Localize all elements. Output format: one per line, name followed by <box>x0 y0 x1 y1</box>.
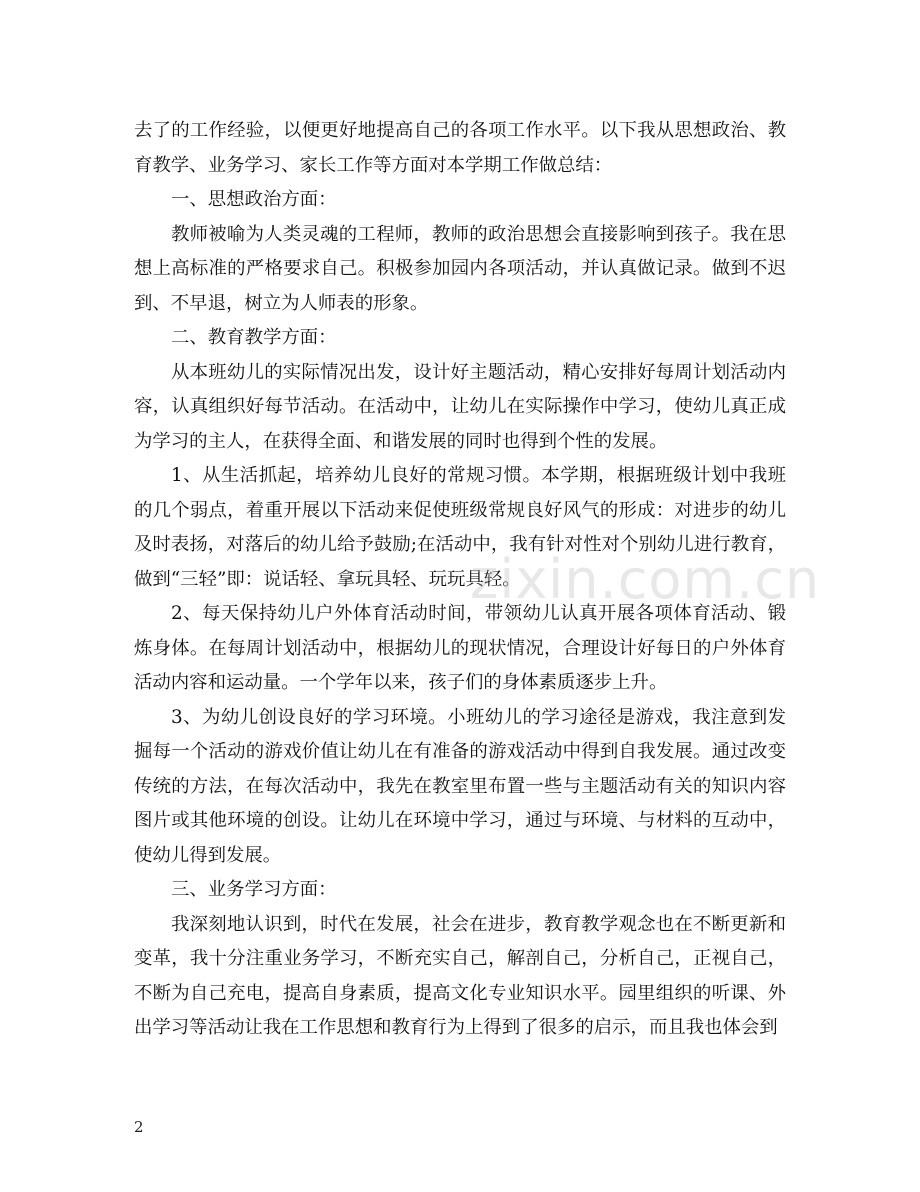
paragraph-teaching-item-3: 3、为幼儿创设良好的学习环境。小班幼儿的学习途径是游戏，我注意到发掘每一个活动的游戏价值让幼儿在有准备的游戏活动中得到自我发展。通过改变传统的方法，在每次活动中，我先在教室里布置一些与主题活动有关的知识内容图片或其他环境的创设。让幼儿在环境中学习，通过与环境、与材料的互动中，使幼儿得到发展。 <box>134 706 786 866</box>
paragraph-politics: 教师被喻为人类灵魂的工程师，教师的政治思想会直接影响到孩子。我在思想上高标准的严格要求自己。积极参加园内各项活动，并认真做记录。做到不迟到、不早退，树立为人师表的形象。 <box>134 223 786 314</box>
paragraph-1: 去了的工作经验，以便更好地提高自己的各项工作水平。以下我从思想政治、教育教学、业务学习、家长工作等方面对本学期工作做总结： <box>134 120 786 176</box>
paragraph-teaching: 从本班幼儿的实际情况出发，设计好主题活动，精心安排好每周计划活动内容，认真组织好每节活动。在活动中，让幼儿在实际操作中学习，使幼儿真正成为学习的主人，在获得全面、和谐发展的同时也得到个性的发展。 <box>134 361 786 452</box>
paragraph-teaching-item-1: 1、从生活抓起，培养幼儿良好的常规习惯。本学期，根据班级计划中我班的几个弱点，着重开展以下活动来促使班级常规良好风气的形成：对进步的幼儿及时表扬，对落后的幼儿给予鼓励;在活动中，我有针对性对个别幼儿进行教育，做到“三轻”即：说话轻、拿玩具轻、玩玩具轻。 <box>134 465 786 590</box>
paragraph-study: 我深刻地认识到，时代在发展，社会在进步，教育教学观念也在不断更新和变革，我十分注重业务学习，不断充实自己，解剖自己，分析自己，正视自己，不断为自己充电，提高自身素质，提高文化专业知识水平。园里组织的听课、外出学习等活动让我在工作思想和教育行为上得到了很多的启示，而且我也体会到 <box>134 913 786 1038</box>
section-heading-politics: 一、思想政治方面： <box>171 189 337 210</box>
document-body <box>134 114 786 1046</box>
section-heading-teaching: 二、教育教学方面： <box>171 327 337 348</box>
watermark: zixin.com.cn <box>470 548 821 611</box>
paragraph-teaching-item-2: 2、每天保持幼儿户外体育活动时间，带领幼儿认真开展各项体育活动、锻炼身体。在每周计划活动中，根据幼儿的现状情况，合理设计好每日的户外体育活动内容和运动量。一个学年以来，孩子们的身体素质逐步上升。 <box>134 603 786 693</box>
page-number: 2 <box>134 1118 144 1136</box>
section-heading-study: 三、业务学习方面： <box>171 879 337 900</box>
